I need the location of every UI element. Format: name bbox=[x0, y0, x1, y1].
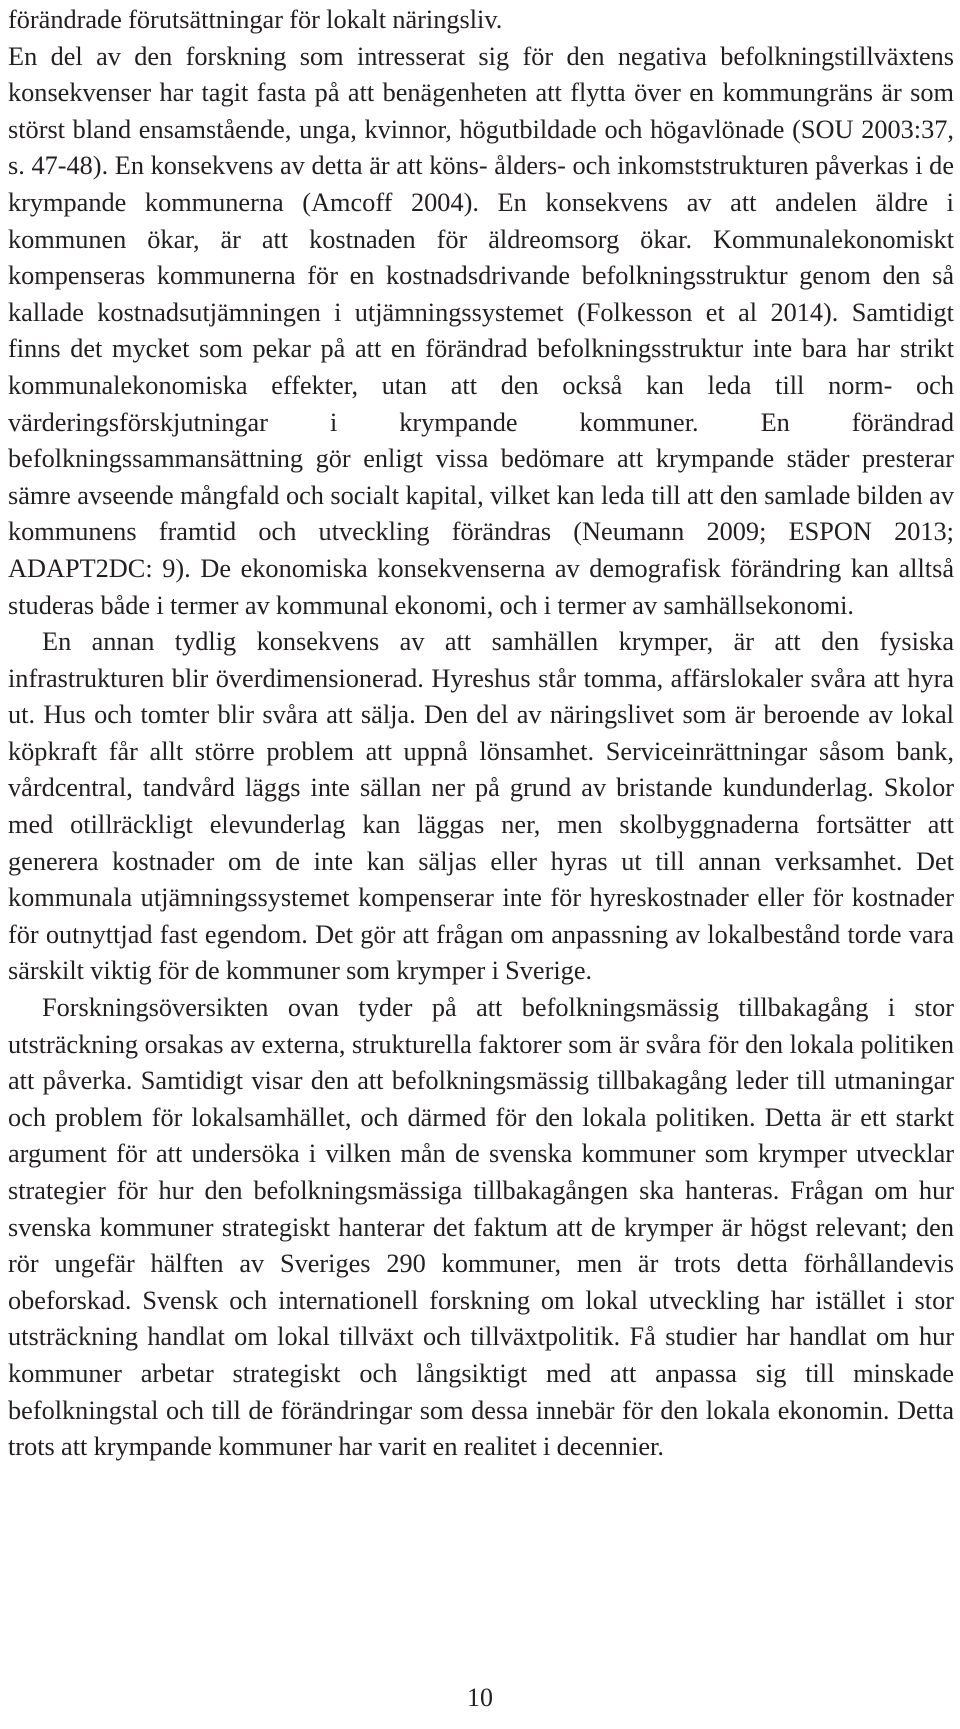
body-text bbox=[8, 2, 954, 1466]
paragraph-consequences: En del av den forskning som intresserat sig för den negativa befolkningstillväxtens konsekvenser har tagit fasta på att benägenheten att flytta över en kommungräns är som störst bland ensamstående, unga, kvinnor, högutbildade och högavlönade (SOU 2003:37, s. 47-48). En konsekvens av detta är att köns- ålders- och inkomststrukturen påverkas i de krympande kommunerna (Amcoff 2004). En konsekvens av att andelen äldre i kommunen ökar, är att kostnaden för äldreomsorg ökar. Kommunalekonomiskt kompenseras kommunerna för en kostnadsdrivande befolkningsstruktur genom den så kallade kostnadsutjämningen i utjämningssystemet (Folkesson et al 2014). Samtidigt finns det mycket som pekar på att en förändrad befolkningsstruktur inte bara har strikt kommunalekonomiska effekter, utan att den också kan leda till norm- och värderingsförskjutningar i krympande kommuner. En förändrad befolkningssammansättning gör enligt vissa bedömare att krympande städer presterar sämre avseende mångfald och socialt kapital, vilket kan leda till att den samlade bilden av kommunens framtid och utveckling förändras (Neumann 2009; ESPON 2013; ADAPT2DC: 9). De ekonomiska konsekvenserna av demografisk förändring kan alltså studeras både i termer av kommunal ekonomi, och i termer av samhällsekonomi. bbox=[8, 41, 954, 620]
paragraph-continuation: förändrade förutsättningar för lokalt näringsliv. bbox=[8, 5, 503, 34]
paragraph-infrastructure: En annan tydlig konsekvens av att samhällen krymper, är att den fysiska infrastrukturen blir överdimensionerad. Hyreshus står tomma, affärslokaler svåra att hyra ut. Hus och tomter blir svåra att sälja. Den del av näringslivet som är beroende av lokal köpkraft får allt större problem att uppnå lönsamhet. Serviceinrättningar såsom bank, vårdcentral, tandvård läggs inte sällan ner på grund av bristande kundunderlag. Skolor med otillräckligt elevunderlag kan läggas ner, men skolbyggnaderna fortsätter att generera kostnader om de inte kan säljas eller hyras ut till annan verksamhet. Det kommunala utjämningssystemet kompenserar inte för hyreskostnader eller för kostnader för outnyttjad fast egendom. Det gör att frågan om anpassning av lokalbestånd torde vara särskilt viktig för de kommuner som krymper i Sverige. bbox=[8, 627, 954, 986]
page-number: 10 bbox=[467, 1683, 493, 1712]
paragraph-research-overview: Forskningsöversikten ovan tyder på att befolkningsmässig tillbakagång i stor utsträckning orsakas av externa, strukturella faktorer som är svåra för den lokala politiken att påverka. Samtidigt visar den att befolkningsmässig tillbakagång leder till utmaningar och problem för lokalsamhället, och därmed för den lokala politiken. Detta är ett starkt argument för att undersöka i vilken mån de svenska kommuner som krymper utvecklar strategier för hur den befolkningsmässiga tillbakagången ska hanteras. Frågan om hur svenska kommuner strategiskt hanterar det faktum att de krymper är högst relevant; den rör ungefär hälften av Sveriges 290 kommuner, men är trots detta förhållandevis obeforskad. Svensk och internationell forskning om lokal utveckling har istället i stor utsträckning handlat om lokal tillväxt och tillväxtpolitik. Få studier har handlat om hur kommuner arbetar strategiskt och långsiktigt med att anpassa sig till minskade befolkningstal och till de förändringar som dessa innebär för den lokala ekonomin. Detta trots att krympande kommuner har varit en realitet i decennier. bbox=[8, 993, 954, 1462]
